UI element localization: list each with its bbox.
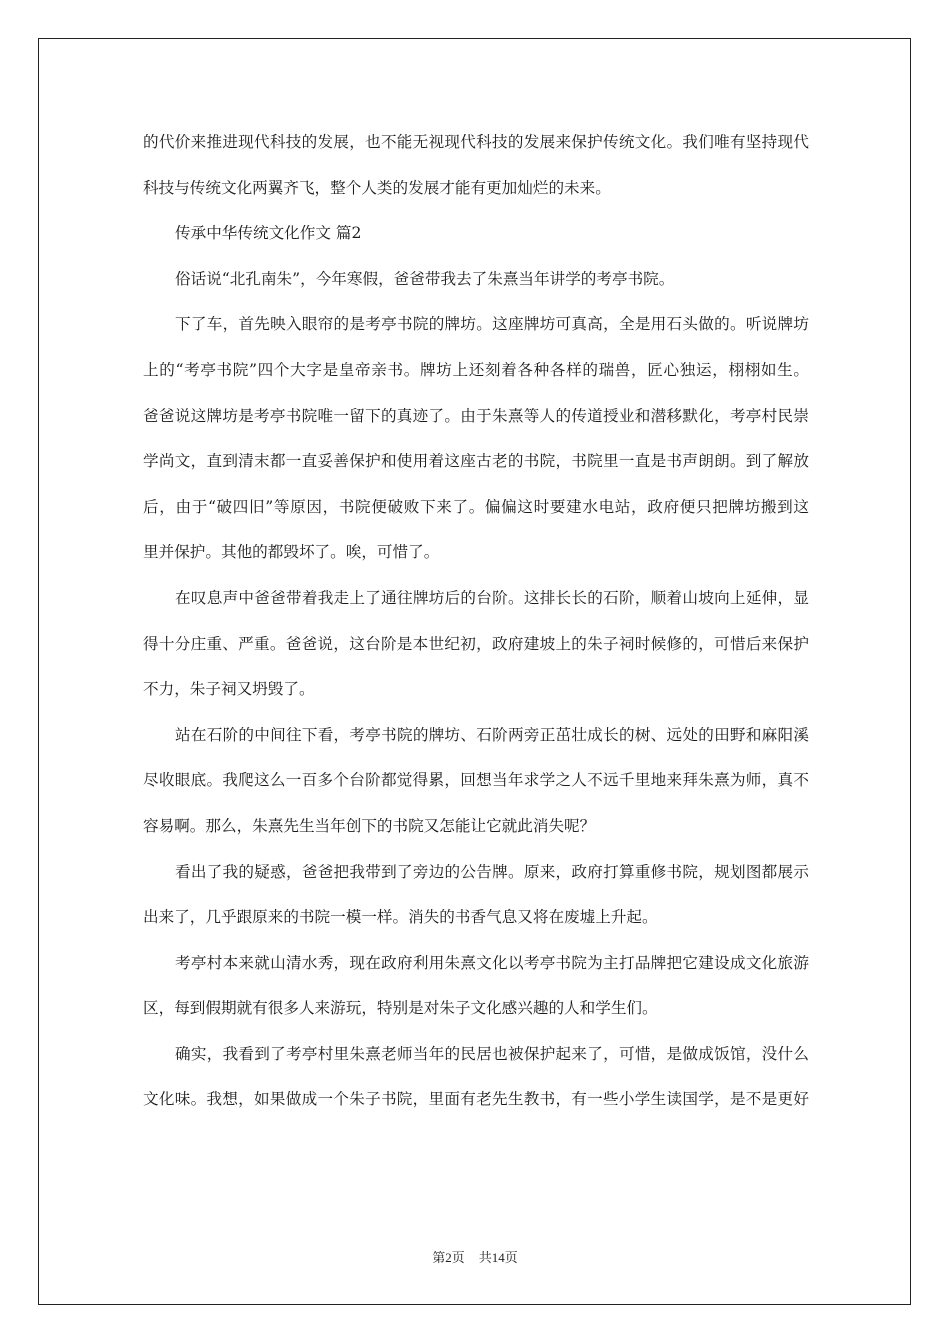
paragraph-line: 学尚文，直到清末都一直妥善保护和使用着这座古老的书院，书院里一直是书声朗朗。到了解放 bbox=[143, 452, 809, 471]
paragraph-line: 在叹息声中爸爸带着我走上了通往牌坊后的台阶。这排长长的石阶，顺着山坡向上延伸，显 bbox=[175, 588, 809, 607]
paragraph-line: 不力，朱子祠又坍毁了。 bbox=[143, 680, 315, 699]
paragraph-line: 下了车，首先映入眼帘的是考亭书院的牌坊。这座牌坊可真高，全是用石头做的。听说牌坊 bbox=[175, 315, 809, 334]
paragraph-line: 上的“考亭书院”四个大字是皇帝亲书。牌坊上还刻着各种各样的瑞兽，匠心独运，栩栩如生。 bbox=[143, 360, 809, 379]
section-heading: 传承中华传统文化作文 篇2 bbox=[175, 224, 362, 243]
page-footer bbox=[0, 1247, 950, 1266]
paragraph-line: 得十分庄重、严重。爸爸说，这台阶是本世纪初，政府建坡上的朱子祠时候修的，可惜后来保护 bbox=[143, 634, 809, 653]
paragraph-line: 确实，我看到了考亭村里朱熹老师当年的民居也被保护起来了，可惜，是做成饭馆，没什么 bbox=[175, 1044, 809, 1063]
paragraph-line: 文化味。我想，如果做成一个朱子书院，里面有老先生教书，有一些小学生读国学，是不是更好 bbox=[143, 1090, 809, 1109]
page-number: 第2页 bbox=[432, 1250, 465, 1265]
paragraph-line: 里并保护。其他的都毁坏了。唉，可惜了。 bbox=[143, 543, 440, 562]
paragraph-line: 爸爸说这牌坊是考亭书院唯一留下的真迹了。由于朱熹等人的传道授业和潜移默化，考亭村民崇 bbox=[143, 406, 809, 425]
paragraph-line: 看出了我的疑惑，爸爸把我带到了旁边的公告牌。原来，政府打算重修书院，规划图都展示 bbox=[175, 862, 809, 881]
paragraph-line: 后，由于“破四旧”等原因，书院便破败下来了。偏偏这时要建水电站，政府便只把牌坊搬到这 bbox=[143, 497, 809, 516]
paragraph-line: 科技与传统文化两翼齐飞，整个人类的发展才能有更加灿烂的未来。 bbox=[143, 178, 611, 197]
paragraph-line: 站在石阶的中间往下看，考亭书院的牌坊、石阶两旁正茁壮成长的树、远处的田野和麻阳溪 bbox=[175, 725, 809, 744]
document-body bbox=[143, 120, 809, 1123]
paragraph-line: 容易啊。那么，朱熹先生当年创下的书院又怎能让它就此消失呢？ bbox=[143, 816, 596, 835]
paragraph-line: 考亭村本来就山清水秀，现在政府利用朱熹文化以考亭书院为主打品牌把它建设成文化旅游 bbox=[175, 953, 809, 972]
paragraph-line: 的代价来推进现代科技的发展，也不能无视现代科技的发展来保护传统文化。我们唯有坚持现代 bbox=[143, 133, 809, 151]
paragraph-line: 区，每到假期就有很多人来游玩，特别是对朱子文化感兴趣的人和学生们。 bbox=[143, 999, 658, 1018]
page-total: 共14页 bbox=[478, 1250, 518, 1265]
paragraph-line: 俗话说“北孔南朱”，今年寒假，爸爸带我去了朱熹当年讲学的考亭书院。 bbox=[175, 269, 675, 288]
paragraph-line: 尽收眼底。我爬这么一百多个台阶都觉得累，回想当年求学之人不远千里地来拜朱熹为师，真不 bbox=[143, 771, 809, 790]
paragraph-line: 出来了，几乎跟原来的书院一模一样。消失的书香气息又将在废墟上升起。 bbox=[143, 908, 658, 927]
